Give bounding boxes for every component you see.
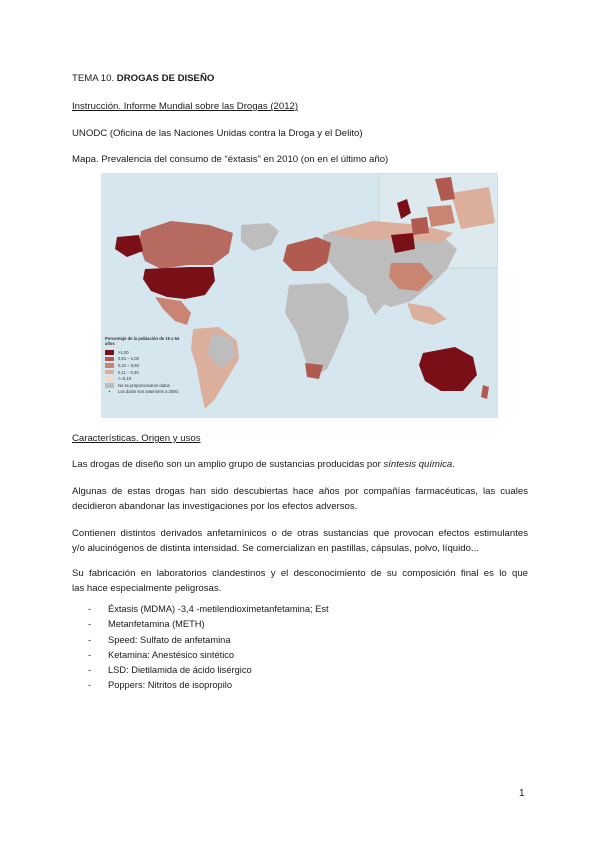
p4-line1: Su fabricación en laboratorios clandestinos y el desconocimiento de su composición final es lo que	[72, 568, 528, 579]
legend-label: 0,51 – 1,00	[118, 356, 139, 362]
page-number: 1	[519, 788, 525, 799]
legend-label: <=0,10	[118, 376, 132, 382]
legend-item	[105, 362, 185, 369]
legend-item	[105, 349, 185, 356]
legend-swatch	[105, 370, 114, 375]
list-item: - Éxtasis (MDMA) -3,4 -metilendioximetanfetamina; Est	[88, 604, 329, 614]
legend-swatch	[105, 376, 114, 381]
list-item: - LSD: Dietilamida de ácido lisérgico	[88, 665, 252, 676]
p4-line2: las hace especialmente peligrosas.	[72, 583, 222, 594]
list-item: - Poppers: Nitritos de isopropilo	[88, 680, 233, 691]
p2-line2: decidieron abandonar las investigaciones por los efectos adversos.	[72, 501, 358, 512]
p3-line2: y/o alucinógenos de distinta intensidad. Se comercializan en pastillas, cápsulas, polvo, líquido...	[72, 543, 479, 554]
legend-note-marker: •	[108, 389, 111, 395]
list-item: - Ketamina: Anestésico sintético	[88, 649, 235, 660]
legend-swatch	[105, 357, 114, 362]
inset-central	[427, 205, 455, 227]
legend-label: 0,11 – 0,30	[118, 369, 139, 375]
unodc-line: UNODC (Oficina de las Naciones Unidas contra la Droga y el Delito)	[72, 128, 363, 139]
legend-item	[105, 375, 185, 382]
legend-label: >1,00	[118, 349, 129, 355]
legend-item	[105, 356, 185, 363]
legend-title: Porcentaje de la población de 15 a 64 años	[105, 336, 180, 346]
paragraph-2	[72, 484, 528, 514]
map-legend	[105, 336, 185, 395]
heading-prefix: TEMA 10.	[72, 73, 115, 84]
legend-swatch	[105, 350, 114, 355]
list-item: - Speed: Sulfato de anfetamina	[88, 634, 231, 645]
legend-swatch	[105, 363, 114, 368]
paragraph-3	[72, 526, 528, 556]
page-heading	[72, 73, 214, 84]
p2-line1: Algunas de estas drogas han sido descubiertas hace años por compañías farmacéuticas, las cuales	[72, 486, 528, 497]
map-caption: Mapa. Prevalencia del consumo de “éxtasis” en 2010 (on en el último año)	[72, 154, 389, 165]
instruccion-link: Instrucción. Informe Mundial sobre las Drogas (2012)	[72, 101, 299, 112]
inset-france	[411, 217, 429, 235]
paragraph-1	[72, 459, 455, 470]
legend-note	[105, 389, 185, 396]
heading-title: DROGAS DE DISEÑO	[116, 73, 215, 84]
p1-end: .	[452, 459, 455, 470]
drug-list	[88, 602, 329, 694]
legend-swatch	[105, 383, 114, 388]
section-title: Características. Origen y usos	[72, 433, 201, 444]
paragraph-4	[72, 566, 528, 596]
legend-label: 0,31 – 0,50	[118, 362, 139, 368]
p1-text: Las drogas de diseño son un amplio grupo de sustancias producidas por	[72, 459, 384, 470]
list-item: - Metanfetamina (METH)	[88, 619, 205, 630]
p1-italic: síntesis química	[383, 459, 453, 470]
legend-note-text: Los datos son anteriores a 2000.	[118, 389, 179, 395]
legend-item	[105, 369, 185, 376]
legend-label: No se proporcionaron datos	[118, 382, 170, 388]
p3-line1: Contienen distintos derivados anfetamínicos o de otras sustancias que provocan efectos estimulantes	[72, 528, 528, 539]
legend-item	[105, 382, 185, 389]
